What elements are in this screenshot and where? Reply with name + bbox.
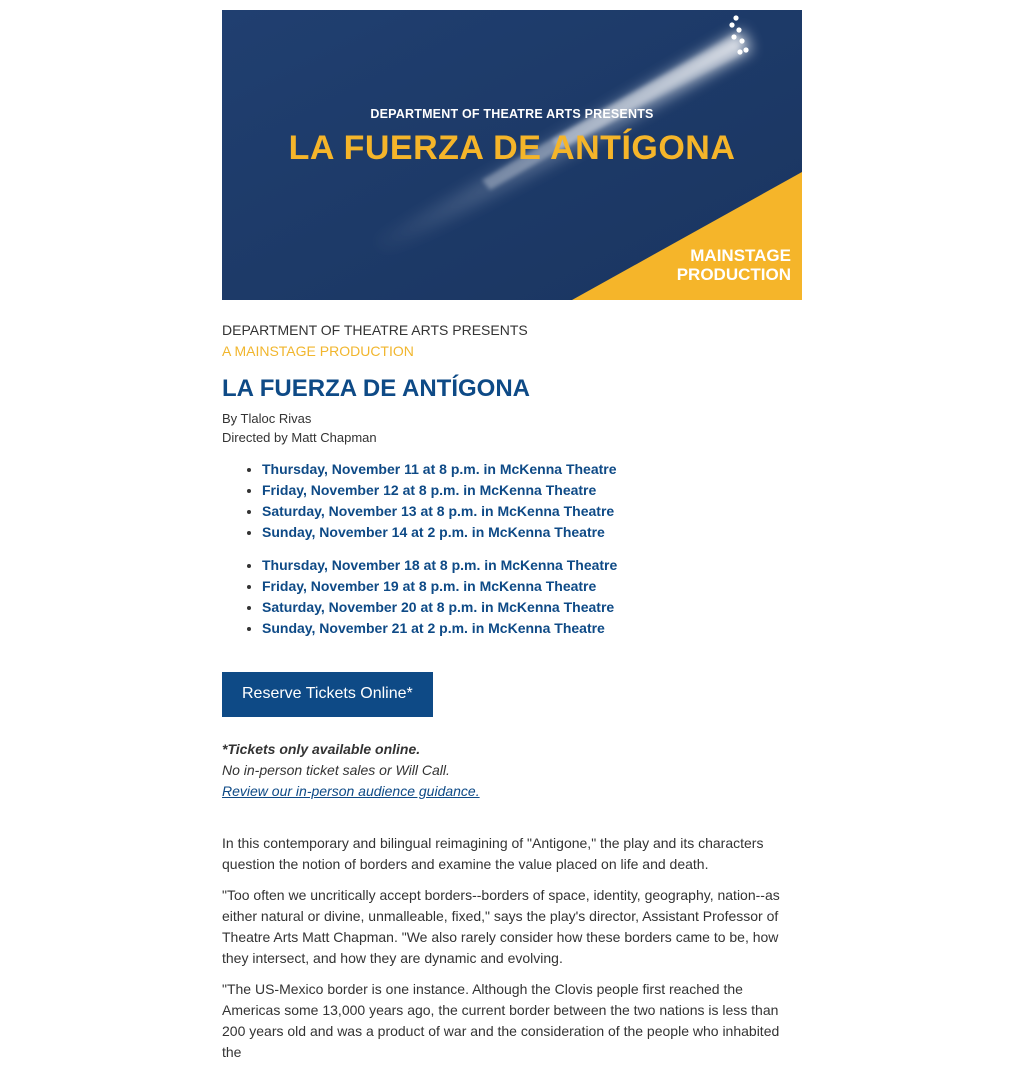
no-in-person-note: No in-person ticket sales or Will Call. <box>222 762 450 778</box>
reserve-tickets-button[interactable]: Reserve Tickets Online* <box>222 672 433 717</box>
schedule-item: • Friday, November 12 at 8 p.m. in McKenna Theatre <box>262 480 802 501</box>
body-paragraph-2: "Too often we uncritically accept borders--borders of space, identity, geography, nation--as either natural or divine, unmalleable, fixed," says the play's director, Assistant Professor of Theatre Arts Matt Chapman. "We also rarely consider how these borders came to be, how they intersect, and how they are dynamic and evolving. <box>222 887 780 966</box>
hero-kicker: DEPARTMENT OF THEATRE ARTS PRESENTS <box>370 107 654 121</box>
author-credit: By Tlaloc Rivas <box>222 411 312 426</box>
page-title: LA FUERZA DE ANTÍGONA <box>222 375 530 402</box>
mainstage-line: A MAINSTAGE PRODUCTION <box>222 343 414 359</box>
main-content <box>222 321 802 1073</box>
presents-line: DEPARTMENT OF THEATRE ARTS PRESENTS <box>222 322 528 338</box>
schedule-week2 <box>222 555 802 639</box>
schedule-week1 <box>222 459 802 543</box>
director-credit: Directed by Matt Chapman <box>222 430 377 445</box>
schedule-item: • Thursday, November 18 at 8 p.m. in McKenna Theatre <box>262 555 802 576</box>
hero-badge <box>677 246 791 284</box>
hero-banner <box>222 10 802 300</box>
hero-badge-line1: MAINSTAGE <box>690 246 791 265</box>
body-paragraph-3: "The US-Mexico border is one instance. Although the Clovis people first reached the Americas some 13,000 years ago, the current border between the two nations is less than 200 years old and was a product of war and the consideration of the people who inhabited the <box>222 981 780 1060</box>
hero-badge-line2: PRODUCTION <box>676 265 791 284</box>
audience-guidance-link[interactable]: Review our in-person audience guidance. <box>222 783 480 799</box>
schedule-item: • Sunday, November 21 at 2 p.m. in McKenna Theatre <box>262 618 802 639</box>
hero-title: LA FUERZA DE ANTÍGONA <box>288 129 736 167</box>
schedule-item: • Saturday, November 20 at 8 p.m. in McKenna Theatre <box>262 597 802 618</box>
schedule-item: • Sunday, November 14 at 2 p.m. in McKenna Theatre <box>262 522 802 543</box>
schedule-item: • Thursday, November 11 at 8 p.m. in McKenna Theatre <box>262 459 802 480</box>
schedule-item: • Friday, November 19 at 8 p.m. in McKenna Theatre <box>262 576 802 597</box>
tickets-online-note: *Tickets only available online. <box>222 741 421 757</box>
ticket-notes <box>222 739 802 802</box>
body-paragraph-1: In this contemporary and bilingual reimagining of "Antigone," the play and its characters question the notion of borders and examine the value placed on life and death. <box>222 835 764 872</box>
schedule-item: • Saturday, November 13 at 8 p.m. in McKenna Theatre <box>262 501 802 522</box>
